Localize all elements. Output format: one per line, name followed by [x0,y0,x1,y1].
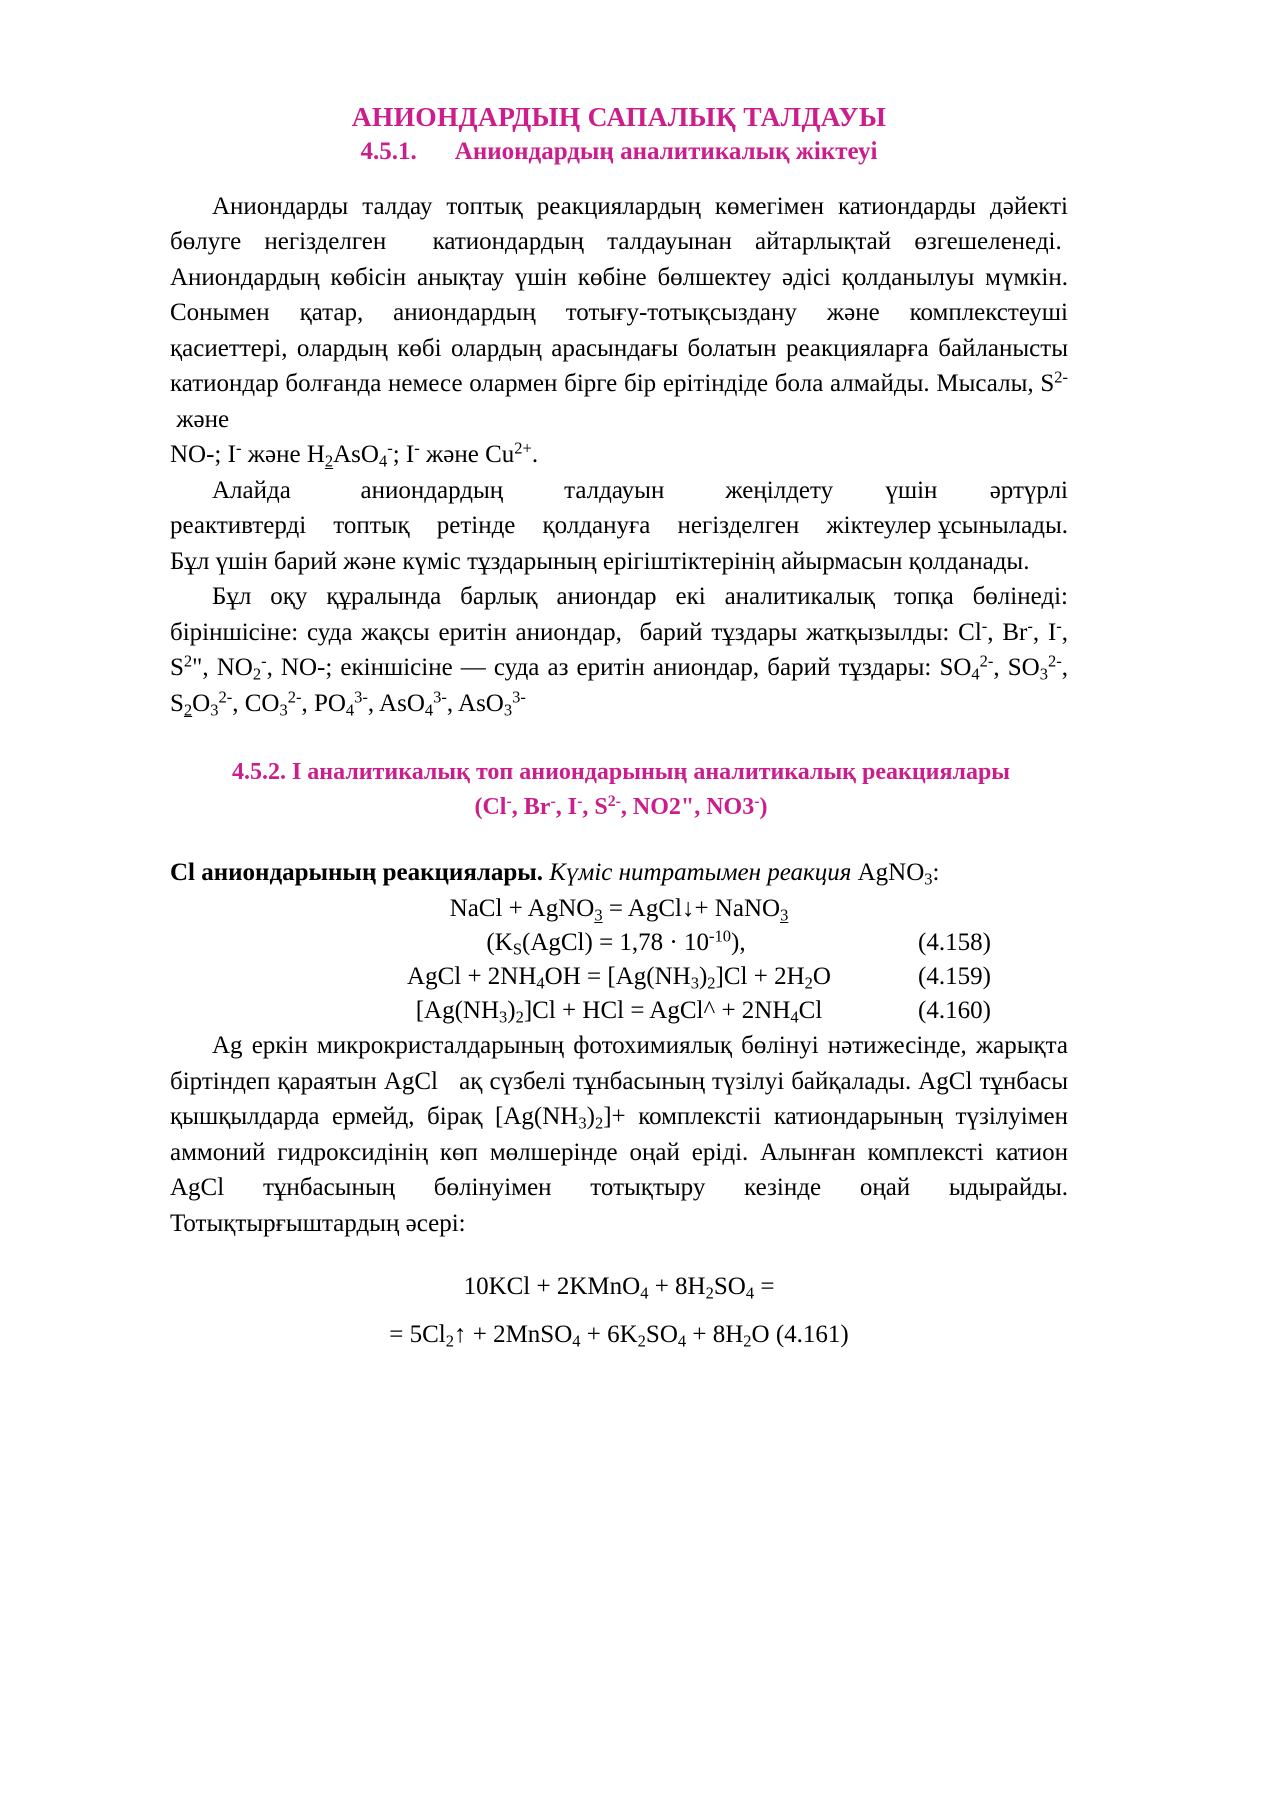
lead-in-line [170,855,1068,891]
lead-in-bold: Cl аниондарының реакциялары. [170,858,544,886]
paragraph-2: Алайда аниондардың талдауын жеңілдету үшін әртүрлі реактивтерді топтық ретінде қолдануға негізделген жіктеулер ұсынылады. Бұл үшін барий және күміс тұздарының ерігіштіктерінің айырмасын қолданады. [170,476,1068,575]
paragraph-4: Ag еркін микрокристалдарының фотохимиялық бөлінуі нәтижесінде, жарықта біртіндеп қараятын AgCl ақ сүзбелі тұнбасының түзілуі байқалады. AgCl тұнбасы қышқылдарда ермейд, бірақ $[Ag(NH_3)_2]+$ комплекстіі катиондарының түзілуімен аммоний гидроксидінің көп мөлшерінде оңай еріді. Алынған комплексті катион AgCl тұнбасының бөлінуімен тотықтыру кезінде оңай ыдырайды. Тотықтырғыштардың әсері: [170,1032,1068,1237]
section-subtitle-text: Аниондардың аналитикалық жіктеуі [454,138,878,166]
equation-row [170,926,1068,960]
equation-row [170,892,1068,926]
section-452-heading: 4.5.2. І аналитикалық топ аниондарының аналитикалық реакциялары (Cl-, Br-, I-, $S^{2-}$, NO2", NO3-) [231,759,1011,821]
equation-text: $[Ag(NH_3)_2]Cl$ + HCl = AgCl^ + $2NH_4Cl$ [415,997,823,1028]
section-subtitle [170,136,1068,169]
page-title: АНИОНДАРДЫҢ САПАЛЫҚ ТАЛДАУЫ [351,101,887,132]
section-number: 4.5.1. [360,138,417,166]
final-equation-line-2: = $5Cl_2↑$ + 2MnSO$_4$ + $6K_2SO_4 + 8H_2O$ (4.161) [389,1320,849,1351]
equation-text: AgCl + $2NH_4OH = [Ag(NH_3)_2]Cl + 2H_2O$ [407,963,831,994]
paragraph-1-formula-line: NO-; I- және $H_2AsO_4^-$; I- және $Cu^{2+}$. [170,438,539,471]
lead-in-italic: Күміс нитратымен реакция [543,858,858,886]
final-equation-line-1: 10KCl + 2KMnO$_4$ + $8H_2SO_4$ = [463,1273,775,1304]
equation-number: (4.159) [918,963,991,991]
equation-block [170,892,1068,1028]
equation-text: NaCl + AgNO$_3$ = AgCl↓+ NaNO$_3$ [449,895,789,926]
final-equation-block [170,1263,1068,1358]
equation-row [170,994,1068,1028]
equation-row [170,960,1068,994]
paragraph-3: Бұл оқу құралында барлық аниондар екі аналитикалық топқа бөлінеді: біріншісіне: суда жақсы еритін аниондар, барий тұздары жатқызылды: Cl-, Br-, I-, $S^2$", $NO_2^-$, NO-; екіншісіне — суда аз еритін аниондар, барий тұздары: $SO_4^{2-}$, $SO_3^{2-}$, $S_2O_3^{2-}$, $CO_3^{2-}$, $PO_4^{3-}$, AsO$_4^{3-}$, AsO$_3^{3-}$ [170,583,1069,720]
equation-text: $(K_S(AgCl) = 1,78 \cdot 10^{-10})$, [486,926,746,960]
equation-number: (4.160) [918,997,991,1025]
paragraph-1: Аниондарды талдау топтық реакциялардың көмегімен катиондарды дәйекті бөлуге негізделген катиондардың талдауынан айтарлықтай өзгешеленеді. Аниондардың көбісін анықтау үшін көбіне бөлшектеу әдісі қолданылуы мүмкін. Сонымен қатар, аниондардың тотығу-тотықсыздану және комплекстеуші қасиеттері, олардың көбі олардың арасындағы болатын реакцияларға байланысты катиондар болғанда немесе олармен бірге бір ерітіндіде бола алмайды. Мысалы, $S^{2-}$ және [170,192,1068,433]
lead-in-plain: AgNO$_3$: [857,858,940,889]
equation-number: (4.158) [918,929,991,957]
